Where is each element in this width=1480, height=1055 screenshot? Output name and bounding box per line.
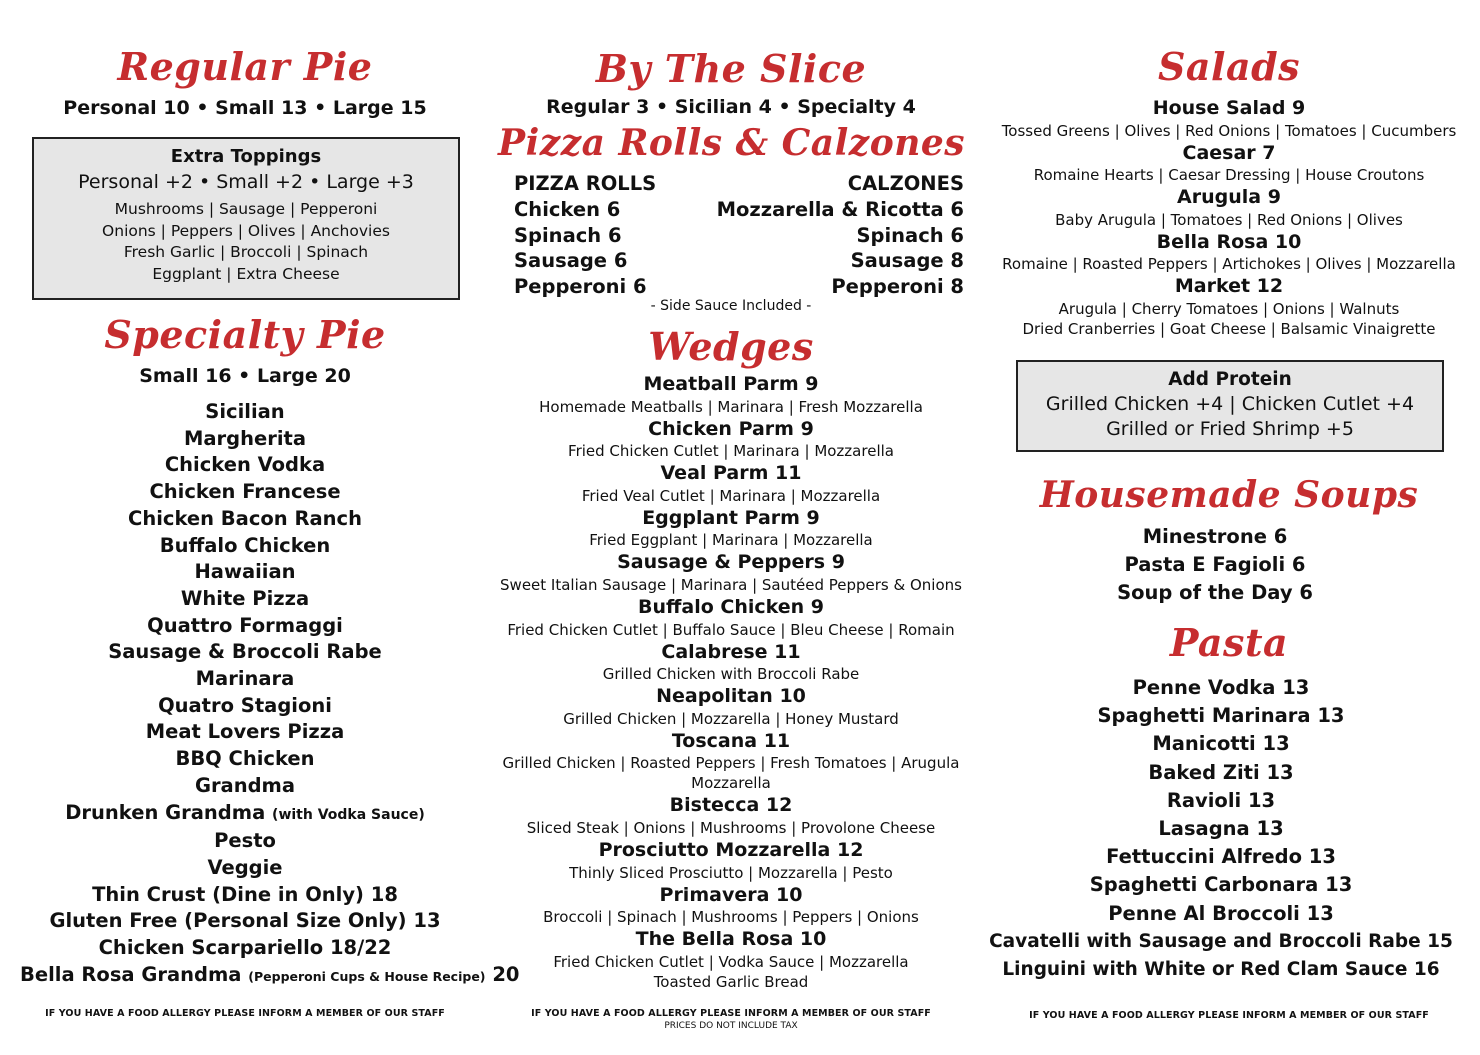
pasta-item: Spaghetti Carbonara 13 <box>1089 873 1353 897</box>
specialty-pie-item: Pesto <box>214 829 276 853</box>
pasta-item: Linguini with White or Red Clam Sauce 16 <box>1002 959 1440 981</box>
specialty-pie-item: Thin Crust (Dine in Only) 18 <box>92 882 398 906</box>
soup-item: Pasta E Fagioli 6 <box>1124 553 1306 576</box>
pasta-item: Spaghetti Marinara 13 <box>1097 704 1345 728</box>
by-the-slice-title: By The Slice <box>595 46 867 91</box>
salad-item-desc: Arugula | Cherry Tomatoes | Onions | Walnuts <box>1058 299 1400 318</box>
salads-list <box>990 96 1468 339</box>
salad-item-name: Caesar 7 <box>1182 141 1276 164</box>
pasta-item: Ravioli 13 <box>1166 788 1276 812</box>
salad-item-desc: Baby Arugula | Tomatoes | Red Onions | Olives <box>1055 210 1403 229</box>
salad-item-desc: Dried Cranberries | Goat Cheese | Balsamic Vinaigrette <box>1022 319 1436 338</box>
tax-note: PRICES DO NOT INCLUDE TAX <box>664 1021 798 1031</box>
specialty-pie-title: Specialty Pie <box>104 312 386 357</box>
specialty-pie-item: Chicken Bacon Ranch <box>128 506 362 530</box>
wedge-item-desc: Mozzarella <box>691 774 771 793</box>
extra-toppings-line: Onions | Peppers | Olives | Anchovies <box>102 221 390 240</box>
specialty-pie-item: Margherita <box>183 426 307 450</box>
salad-item-desc: Tossed Greens | Olives | Red Onions | Tomatoes | Cucumbers <box>1001 121 1457 140</box>
allergy-note: IF YOU HAVE A FOOD ALLERGY PLEASE INFORM A MEMBER OF OUR STAFF <box>531 1008 931 1019</box>
wedge-item-name: Buffalo Chicken 9 <box>637 595 825 618</box>
specialty-pie-item: Chicken Francese <box>149 480 341 504</box>
pasta-list <box>982 674 1460 984</box>
salad-item-name: House Salad 9 <box>1152 97 1306 119</box>
side-sauce-note: - Side Sauce Included - <box>650 298 812 314</box>
specialty-pie-item: Quatro Stagioni <box>158 693 332 717</box>
wedges-title: Wedges <box>648 324 814 369</box>
wedge-item-desc: Thinly Sliced Prosciutto | Mozzarella | Pesto <box>569 863 893 882</box>
wedge-item-name: Calabrese 11 <box>661 640 801 663</box>
salad-item-name: Arugula 9 <box>1177 186 1281 209</box>
extra-toppings-box <box>32 137 460 300</box>
bella-rosa-grandma-price: 20 <box>492 962 520 986</box>
wedge-item-name: Neapolitan 10 <box>656 685 806 708</box>
specialty-pie-item-bella-rosa <box>20 962 520 991</box>
pizza-roll-item: Spinach 6 <box>514 223 622 247</box>
wedge-item-name: The Bella Rosa 10 <box>635 928 827 951</box>
extra-toppings-line: Mushrooms | Sausage | Pepperoni <box>114 200 378 218</box>
specialty-pie-item: Gluten Free (Personal Size Only) 13 <box>49 909 441 933</box>
by-the-slice-prices: Regular 3 • Sicilian 4 • Specialty 4 <box>546 96 916 118</box>
calzone-item: Pepperoni 8 <box>831 275 964 299</box>
wedge-item-desc: Broccoli | Spinach | Mushrooms | Peppers | Onions <box>543 908 919 927</box>
wedge-item-name: Sausage & Peppers 9 <box>617 551 845 574</box>
calzones-header: CALZONES <box>847 172 964 195</box>
specialty-pie-item: Quattro Formaggi <box>147 613 343 637</box>
wedge-item-desc: Fried Chicken Cutlet | Buffalo Sauce | Bleu Cheese | Romain <box>507 620 955 639</box>
calzone-item: Mozzarella & Ricotta 6 <box>716 197 964 221</box>
regular-pie-prices: Personal 10 • Small 13 • Large 15 <box>63 97 427 119</box>
pizza-roll-item: Sausage 6 <box>514 249 628 273</box>
soup-item: Minestrone 6 <box>1142 525 1288 548</box>
wedge-item-desc: Toasted Garlic Bread <box>653 972 809 991</box>
regular-pie-title: Regular Pie <box>117 44 373 89</box>
pasta-item: Manicotti 13 <box>1152 732 1290 756</box>
pizza-rolls-header: PIZZA ROLLS <box>514 172 657 195</box>
wedge-item-name: Bistecca 12 <box>669 794 793 817</box>
extra-toppings-prices: Personal +2 • Small +2 • Large +3 <box>78 171 414 193</box>
wedge-item-desc: Grilled Chicken | Mozzarella | Honey Mustard <box>563 709 899 728</box>
soups-list <box>976 523 1454 607</box>
salad-item-name: Market 12 <box>1174 275 1284 298</box>
salad-item-name: Bella Rosa 10 <box>1156 230 1302 253</box>
pasta-item: Cavatelli with Sausage and Broccoli Rabe 15 <box>989 930 1453 952</box>
specialty-pie-item: White Pizza <box>180 586 310 610</box>
pizza-roll-item: Chicken 6 <box>514 197 621 221</box>
pasta-item: Fettuccini Alfredo 13 <box>1106 845 1336 869</box>
salad-item-desc: Romaine | Roasted Peppers | Artichokes | Olives | Mozzarella <box>1002 255 1456 274</box>
housemade-soups-title: Housemade Soups <box>1039 474 1419 516</box>
wedge-item-desc: Fried Veal Cutlet | Marinara | Mozzarella <box>581 486 881 505</box>
salad-item-desc: Romaine Hearts | Caesar Dressing | House Croutons <box>1033 166 1425 185</box>
add-protein-line: Grilled or Fried Shrimp +5 <box>1106 418 1354 440</box>
wedge-item-desc: Sliced Steak | Onions | Mushrooms | Provolone Cheese <box>526 818 936 837</box>
pizza-roll-item: Pepperoni 6 <box>514 275 647 299</box>
specialty-pie-item: Veggie <box>207 855 283 879</box>
rolls-calzones-title: Pizza Rolls & Calzones <box>498 122 966 164</box>
specialty-pie-item: Grandma <box>194 773 296 797</box>
drunken-grandma-name: Drunken Grandma <box>65 800 266 824</box>
specialty-pie-item: Sicilian <box>205 400 285 423</box>
wedges-list <box>498 372 964 992</box>
calzones-list <box>717 171 964 300</box>
wedge-item-desc: Fried Chicken Cutlet | Vodka Sauce | Mozzarella <box>553 952 909 971</box>
wedge-item-desc: Fried Chicken Cutlet | Marinara | Mozzarella <box>568 442 894 461</box>
pasta-title: Pasta <box>1169 620 1289 665</box>
bella-rosa-grandma-name: Bella Rosa Grandma <box>20 962 242 986</box>
wedge-item-name: Eggplant Parm 9 <box>642 506 820 529</box>
allergy-note: IF YOU HAVE A FOOD ALLERGY PLEASE INFORM A MEMBER OF OUR STAFF <box>1029 1010 1429 1021</box>
drunken-grandma-note: (with Vodka Sauce) <box>272 806 425 823</box>
specialty-pie-item: Chicken Vodka <box>164 453 326 477</box>
calzone-item: Spinach 6 <box>856 223 964 247</box>
wedge-item-name: Primavera 10 <box>659 883 803 906</box>
specialty-pie-item: Sausage & Broccoli Rabe <box>108 640 382 664</box>
specialty-pie-item: Chicken Scarpariello 18/22 <box>98 936 392 960</box>
calzone-item: Sausage 8 <box>850 249 964 273</box>
extra-toppings-line: Fresh Garlic | Broccoli | Spinach <box>123 243 369 261</box>
wedge-item-desc: Fried Eggplant | Marinara | Mozzarella <box>589 531 873 550</box>
salads-title: Salads <box>1157 44 1301 89</box>
allergy-note: IF YOU HAVE A FOOD ALLERGY PLEASE INFORM A MEMBER OF OUR STAFF <box>45 1008 445 1019</box>
add-protein-line: Grilled Chicken +4 | Chicken Cutlet +4 <box>1045 393 1415 415</box>
wedge-item-name: Veal Parm 11 <box>660 462 802 485</box>
specialty-pie-item: Marinara <box>195 667 295 691</box>
wedge-item-name: Toscana 11 <box>671 729 791 752</box>
bella-rosa-grandma-note: (Pepperoni Cups & House Recipe) <box>248 968 486 984</box>
specialty-pie-item-drunken <box>20 800 470 829</box>
wedge-item-desc: Grilled Chicken with Broccoli Rabe <box>602 665 860 684</box>
pasta-item: Penne Al Broccoli 13 <box>1108 901 1334 925</box>
wedge-item-name: Meatball Parm 9 <box>643 373 819 395</box>
pasta-item: Penne Vodka 13 <box>1132 676 1310 699</box>
add-protein-title: Add Protein <box>1168 369 1292 390</box>
specialty-pie-prices: Small 16 • Large 20 <box>139 365 351 387</box>
wedge-item-name: Prosciutto Mozzarella 12 <box>598 838 864 861</box>
specialty-pie-item: Meat Lovers Pizza <box>145 720 345 744</box>
add-protein-box <box>1016 360 1444 452</box>
specialty-pie-item: Buffalo Chicken <box>159 533 331 557</box>
pasta-item: Lasagna 13 <box>1158 817 1284 841</box>
soup-item: Soup of the Day 6 <box>1117 581 1313 604</box>
pizza-rolls-list <box>514 171 656 300</box>
pasta-item: Baked Ziti 13 <box>1148 760 1294 784</box>
extra-toppings-title: Extra Toppings <box>170 146 322 167</box>
extra-toppings-line: Eggplant | Extra Cheese <box>152 264 340 283</box>
wedge-item-desc: Sweet Italian Sausage | Marinara | Sautéed Peppers & Onions <box>500 575 962 594</box>
specialty-pie-item: Hawaiian <box>194 560 296 584</box>
specialty-pie-item: BBQ Chicken <box>175 747 315 771</box>
wedge-item-name: Chicken Parm 9 <box>648 417 814 440</box>
specialty-pie-list <box>20 399 520 990</box>
wedge-item-desc: Homemade Meatballs | Marinara | Fresh Mozzarella <box>539 397 923 416</box>
wedge-item-desc: Grilled Chicken | Roasted Peppers | Fresh Tomatoes | Arugula <box>502 754 960 773</box>
